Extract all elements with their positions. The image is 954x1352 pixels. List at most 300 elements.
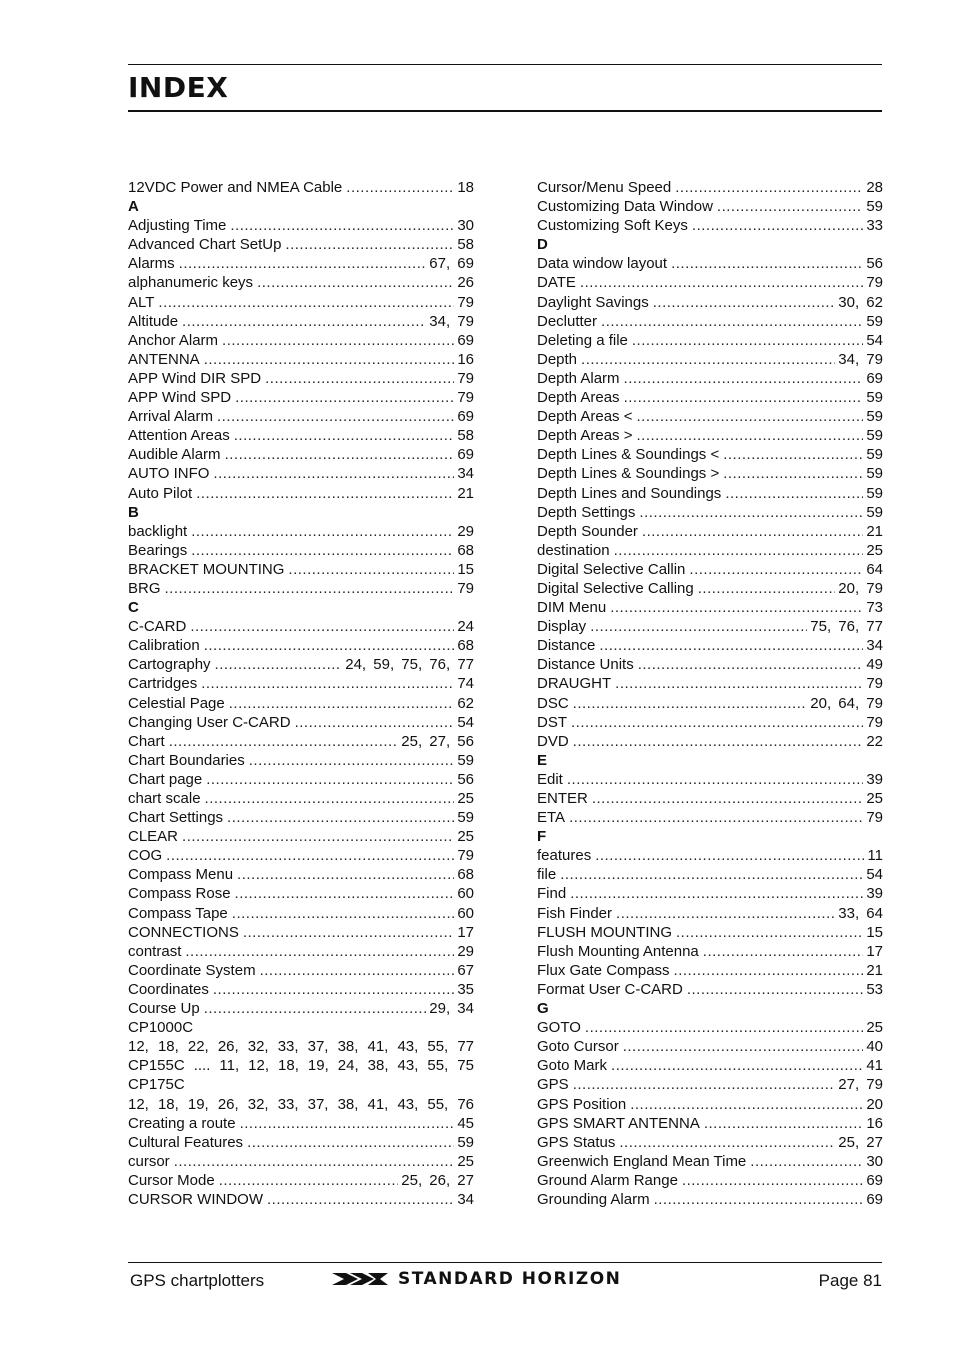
index-entry bbox=[128, 426, 474, 445]
index-entry bbox=[537, 484, 883, 503]
dot-leader bbox=[260, 961, 455, 980]
dot-leader bbox=[243, 923, 454, 942]
dot-leader bbox=[573, 694, 808, 713]
index-entry-page-part: 18, bbox=[157, 1095, 179, 1113]
dot-leader bbox=[230, 216, 454, 235]
index-entry bbox=[537, 254, 883, 273]
dot-leader bbox=[225, 445, 455, 464]
index-entry-term: Fish Finder bbox=[537, 904, 613, 922]
index-entry bbox=[537, 789, 883, 808]
index-entry-term: BRACKET MOUNTING bbox=[128, 560, 285, 578]
index-entry-page-part: 33, bbox=[277, 1095, 299, 1113]
index-entry-term: Arrival Alarm bbox=[128, 408, 214, 426]
index-entry bbox=[537, 312, 883, 331]
index-entry bbox=[128, 1133, 474, 1152]
index-entry-term: Changing User C-CARD bbox=[128, 713, 291, 731]
index-entry bbox=[537, 884, 883, 903]
index-entry bbox=[537, 560, 883, 579]
dot-leader bbox=[671, 254, 863, 273]
index-entry-page-part: 55, bbox=[427, 1095, 449, 1113]
index-entry bbox=[128, 541, 474, 560]
index-entry-term: Data window layout bbox=[537, 255, 668, 273]
index-entry-pages: 18 bbox=[457, 179, 474, 196]
dot-leader bbox=[653, 293, 836, 312]
dot-leader bbox=[682, 1171, 863, 1190]
dot-leader bbox=[213, 464, 454, 483]
index-entry-page-part: 55, bbox=[427, 1057, 449, 1075]
index-entry-term: Coordinate System bbox=[128, 961, 256, 979]
index-entry-term: CP175C bbox=[128, 1076, 185, 1094]
index-entry-term: Advanced Chart SetUp bbox=[128, 236, 282, 254]
index-entry-pages: 29 bbox=[457, 522, 474, 540]
index-entry-pages: 59 bbox=[866, 503, 883, 521]
index-entry-term: features bbox=[537, 847, 592, 865]
dot-leader bbox=[703, 942, 864, 961]
dot-leader bbox=[213, 980, 454, 999]
index-entry-pages: 69 bbox=[866, 1171, 883, 1189]
index-entry-pages: 68 bbox=[457, 637, 474, 655]
index-entry-pages: 21 bbox=[457, 484, 474, 502]
index-entry-page-part: 32, bbox=[247, 1095, 269, 1113]
dot-leader bbox=[267, 1190, 454, 1209]
dot-leader bbox=[174, 1152, 455, 1171]
index-entry-page-part: 12, bbox=[128, 1095, 149, 1113]
dot-leader bbox=[590, 617, 807, 636]
index-entry-page-part: 41, bbox=[367, 1095, 389, 1113]
index-entry-page-part: 43, bbox=[397, 1057, 419, 1075]
index-entry-page-part: 19, bbox=[187, 1095, 209, 1113]
index-entry-pages: 34 bbox=[866, 637, 883, 655]
index-entry-pages: 30 bbox=[866, 1152, 883, 1170]
index-entry-term: GPS Status bbox=[537, 1133, 616, 1151]
index-entry bbox=[128, 694, 474, 713]
index-entry bbox=[537, 273, 883, 292]
index-entry-pages: 56 bbox=[457, 770, 474, 788]
index-letter-heading: F bbox=[537, 828, 547, 846]
dot-leader bbox=[191, 522, 454, 541]
dot-leader bbox=[204, 350, 455, 369]
index-entry bbox=[537, 1190, 883, 1209]
dot-leader bbox=[182, 827, 454, 846]
dot-leader bbox=[247, 1133, 454, 1152]
index-entry-pages: 25 bbox=[457, 828, 474, 846]
index-entry-pages: 67, 69 bbox=[429, 255, 474, 273]
index-entry-term: Depth Lines & Soundings < bbox=[537, 446, 720, 464]
index-entry bbox=[128, 789, 474, 808]
index-entry bbox=[128, 1190, 474, 1209]
dot-leader bbox=[632, 331, 863, 350]
index-entry bbox=[537, 388, 883, 407]
index-entry-pages: 58 bbox=[457, 427, 474, 445]
index-entry bbox=[128, 579, 474, 598]
index-entry-pages: 22 bbox=[866, 732, 883, 750]
index-entry-pages: 59 bbox=[866, 408, 883, 426]
dot-leader bbox=[580, 273, 863, 292]
dot-leader bbox=[288, 560, 454, 579]
index-entry bbox=[128, 751, 474, 770]
dot-leader bbox=[601, 312, 863, 331]
index-entry-pages: 34 bbox=[457, 1190, 474, 1208]
index-entry-pages: 41 bbox=[866, 1057, 883, 1075]
index-entry-page-part: 12, bbox=[128, 1038, 149, 1056]
index-entry bbox=[128, 732, 474, 751]
dot-leader bbox=[560, 865, 863, 884]
index-entry bbox=[537, 713, 883, 732]
index-entry-pages: 79 bbox=[457, 293, 474, 311]
index-entry-term: Bearings bbox=[128, 541, 188, 559]
index-entry-pages: 54 bbox=[866, 866, 883, 884]
index-entry-page-part: 33, bbox=[277, 1038, 299, 1056]
dot-leader bbox=[611, 1056, 863, 1075]
index-entry-pages: 64 bbox=[866, 560, 883, 578]
index-entry-page-part: 22, bbox=[187, 1038, 209, 1056]
index-entry-page-part: 77 bbox=[457, 1038, 474, 1056]
dot-leader bbox=[573, 732, 864, 751]
index-entry-term: Cultural Features bbox=[128, 1133, 244, 1151]
index-entry bbox=[537, 1056, 883, 1075]
index-entry-pages-line bbox=[128, 1095, 474, 1114]
index-entry-page-part: 37, bbox=[307, 1038, 329, 1056]
index-entry-pages: 20, 64, 79 bbox=[810, 694, 883, 712]
index-entry-term: alphanumeric keys bbox=[128, 274, 254, 292]
index-entry-term: Cursor Mode bbox=[128, 1171, 215, 1189]
index-entry-term: GPS SMART ANTENNA bbox=[537, 1114, 700, 1132]
dot-leader bbox=[592, 789, 863, 808]
dot-leader bbox=[182, 312, 426, 331]
index-entry bbox=[537, 522, 883, 541]
index-entry-pages: 68 bbox=[457, 866, 474, 884]
index-entry bbox=[128, 617, 474, 636]
dot-leader bbox=[265, 369, 454, 388]
index-entry-pages: 54 bbox=[457, 713, 474, 731]
index-entry bbox=[537, 732, 883, 751]
index-entry bbox=[128, 484, 474, 503]
index-entry-pages: 56 bbox=[866, 255, 883, 273]
index-entry-pages: 59 bbox=[866, 389, 883, 407]
dot-leader bbox=[219, 1171, 399, 1190]
index-entry-pages: 59 bbox=[866, 484, 883, 502]
dot-leader bbox=[689, 560, 863, 579]
dot-leader bbox=[185, 942, 454, 961]
index-entry bbox=[128, 522, 474, 541]
index-entry bbox=[537, 579, 883, 598]
index-entry-pages: 79 bbox=[457, 579, 474, 597]
index-entry-pages-line bbox=[128, 1037, 474, 1056]
dot-leader bbox=[725, 484, 863, 503]
index-entry-term: DVD bbox=[537, 732, 569, 750]
dot-leader bbox=[615, 674, 863, 693]
index-entry-term: Auto Pilot bbox=[128, 484, 193, 502]
index-entry bbox=[537, 541, 883, 560]
dot-leader bbox=[595, 846, 864, 865]
index-entry bbox=[128, 999, 474, 1018]
index-entry-term: GPS Position bbox=[537, 1095, 627, 1113]
index-entry-pages: 69 bbox=[457, 408, 474, 426]
index-entry-term: Distance Units bbox=[537, 656, 634, 674]
index-entry-term: file bbox=[537, 866, 557, 884]
dot-leader bbox=[567, 770, 863, 789]
dot-leader bbox=[619, 1133, 835, 1152]
index-entry-term: Compass Menu bbox=[128, 866, 234, 884]
index-entry-term: Deleting a file bbox=[537, 331, 628, 349]
dot-leader bbox=[222, 331, 454, 350]
index-entry-term: Customizing Data Window bbox=[537, 198, 713, 216]
index-entry bbox=[128, 1114, 474, 1133]
index-entry-page-part: 18, bbox=[157, 1038, 179, 1056]
index-entry bbox=[537, 865, 883, 884]
dot-leader bbox=[610, 598, 863, 617]
index-entry bbox=[128, 407, 474, 426]
index-entry-term: CLEAR bbox=[128, 828, 179, 846]
index-entry-page-part: 32, bbox=[247, 1038, 269, 1056]
index-entry-pages: 16 bbox=[866, 1114, 883, 1132]
index-letter-heading: D bbox=[537, 236, 548, 254]
index-entry-term: 12VDC Power and NMEA Cable bbox=[128, 179, 343, 196]
index-entry bbox=[128, 808, 474, 827]
dot-leader bbox=[158, 293, 454, 312]
index-entry-pages: 17 bbox=[457, 923, 474, 941]
index-entry-page-part: 24, bbox=[337, 1057, 359, 1075]
index-entry-term: CP1000C bbox=[128, 1019, 194, 1037]
index-entry bbox=[537, 1133, 883, 1152]
index-entry-term: ETA bbox=[537, 809, 566, 827]
index-entry-pages: 26 bbox=[457, 274, 474, 292]
index-entry bbox=[128, 388, 474, 407]
dot-leader bbox=[581, 350, 835, 369]
index-entry-page-part: 38, bbox=[337, 1038, 359, 1056]
index-entry-term: Alarms bbox=[128, 255, 175, 273]
standard-horizon-logo-icon bbox=[332, 1271, 388, 1287]
index-entry bbox=[128, 464, 474, 483]
index-entry bbox=[537, 617, 883, 636]
index-entry-term: Ground Alarm Range bbox=[537, 1171, 678, 1189]
index-entry-term: Digital Selective Calling bbox=[537, 579, 694, 597]
index-entry-pages: 58 bbox=[457, 236, 474, 254]
dot-leader bbox=[573, 1075, 836, 1094]
dot-leader bbox=[169, 732, 399, 751]
index-entry-pages: 15 bbox=[457, 560, 474, 578]
index-entry bbox=[128, 178, 474, 197]
dot-leader bbox=[723, 464, 863, 483]
index-entry-pages: 54 bbox=[866, 331, 883, 349]
index-entry-pages: 59 bbox=[457, 809, 474, 827]
dot-leader bbox=[599, 636, 863, 655]
index-entry-term: Flush Mounting Antenna bbox=[537, 942, 699, 960]
index-entry-term: Depth Alarm bbox=[537, 369, 620, 387]
index-entry bbox=[537, 808, 883, 827]
dot-leader bbox=[234, 426, 455, 445]
footer-rule bbox=[128, 1262, 882, 1263]
index-entry-pages: 59 bbox=[457, 751, 474, 769]
index-entry-term: Flux Gate Compass bbox=[537, 961, 670, 979]
index-entry-term: DST bbox=[537, 713, 567, 731]
index-entry bbox=[128, 216, 474, 235]
index-entry-page-part: CP155C bbox=[128, 1057, 185, 1075]
index-entry-term: Creating a route bbox=[128, 1114, 236, 1132]
index-entry bbox=[128, 942, 474, 961]
index-entry-pages: 69 bbox=[866, 369, 883, 387]
index-entry-term: Attention Areas bbox=[128, 427, 230, 445]
index-entry bbox=[128, 980, 474, 999]
index-entry-pages: 15 bbox=[866, 923, 883, 941]
dot-leader bbox=[166, 846, 454, 865]
dot-leader bbox=[285, 235, 454, 254]
index-entry-term: DATE bbox=[537, 274, 576, 292]
dot-leader bbox=[630, 1095, 863, 1114]
index-entry-term: Find bbox=[537, 885, 567, 903]
index-entry-term: Anchor Alarm bbox=[128, 331, 219, 349]
index-entry-page-part: 38, bbox=[337, 1095, 359, 1113]
index-entry-term: DRAUGHT bbox=[537, 675, 612, 693]
index-entry-pages: 34, 79 bbox=[429, 312, 474, 330]
index-entry bbox=[128, 1171, 474, 1190]
index-entry-pages-line bbox=[128, 1056, 474, 1075]
dot-leader bbox=[235, 388, 454, 407]
index-entry-pages: 25, 26, 27 bbox=[401, 1171, 474, 1189]
dot-leader bbox=[215, 655, 343, 674]
index-entry bbox=[128, 674, 474, 693]
index-entry-pages: 33, 64 bbox=[838, 904, 883, 922]
index-entry-pages: 25 bbox=[866, 790, 883, 807]
index-entry-pages: 45 bbox=[457, 1114, 474, 1132]
index-entry bbox=[537, 1095, 883, 1114]
index-entry-term: Chart Settings bbox=[128, 809, 224, 827]
index-entry-pages: 25 bbox=[457, 1152, 474, 1170]
index-entry-term: Altitude bbox=[128, 312, 179, 330]
dot-leader bbox=[614, 541, 864, 560]
index-entry-term: BRG bbox=[128, 579, 161, 597]
dot-leader bbox=[674, 961, 864, 980]
index-entry-pages: 25 bbox=[866, 541, 883, 559]
index-entry bbox=[128, 884, 474, 903]
index-entry bbox=[537, 980, 883, 999]
dot-leader bbox=[750, 1152, 863, 1171]
index-entry bbox=[128, 655, 474, 674]
index-entry-pages: 25 bbox=[866, 1019, 883, 1037]
top-rule bbox=[128, 64, 882, 65]
index-entry-page-part: 18, bbox=[278, 1057, 299, 1075]
dot-leader bbox=[240, 1114, 455, 1133]
dot-leader bbox=[205, 789, 455, 808]
index-entry-term: Cartridges bbox=[128, 675, 198, 693]
index-entry bbox=[537, 216, 883, 235]
index-entry-term: Grounding Alarm bbox=[537, 1190, 650, 1208]
index-entry-term: Coordinates bbox=[128, 980, 209, 998]
index-entry-pages: 30, 62 bbox=[838, 293, 883, 311]
index-entry bbox=[128, 235, 474, 254]
index-entry-pages: 69 bbox=[457, 331, 474, 349]
index-entry-term: Celestial Page bbox=[128, 694, 225, 712]
index-entry-term: Course Up bbox=[128, 1000, 200, 1018]
index-entry-pages: 17 bbox=[866, 942, 883, 960]
index-entry bbox=[537, 350, 883, 369]
index-entry-term: COG bbox=[128, 847, 163, 865]
index-entry-term: DIM Menu bbox=[537, 599, 607, 617]
index-entry bbox=[537, 293, 883, 312]
index-entry-pages: 29 bbox=[457, 942, 474, 960]
index-entry-pages: 20 bbox=[866, 1095, 883, 1113]
index-entry bbox=[128, 846, 474, 865]
index-entry-pages: 68 bbox=[457, 541, 474, 559]
index-entry bbox=[537, 961, 883, 980]
index-entry-pages: 67 bbox=[457, 961, 474, 979]
index-entry-term: Goto Cursor bbox=[537, 1038, 619, 1056]
dot-leader bbox=[232, 904, 455, 923]
dot-leader bbox=[191, 541, 454, 560]
index-entry-term: ALT bbox=[128, 293, 155, 311]
dot-leader bbox=[704, 1114, 863, 1133]
index-entry-pages: 28 bbox=[866, 179, 883, 196]
dot-leader bbox=[636, 426, 863, 445]
index-entry-pages: 40 bbox=[866, 1038, 883, 1056]
dot-leader bbox=[623, 1037, 864, 1056]
index-entry-pages: 25, 27 bbox=[838, 1133, 883, 1151]
index-entry bbox=[537, 331, 883, 350]
index-entry-pages: 33 bbox=[866, 217, 883, 235]
index-entry-pages: 62 bbox=[457, 694, 474, 712]
dot-leader bbox=[165, 579, 455, 598]
index-entry-term: Chart bbox=[128, 732, 165, 750]
index-entry-page-part: 26, bbox=[217, 1095, 239, 1113]
dot-leader bbox=[638, 655, 864, 674]
dot-leader bbox=[723, 445, 863, 464]
index-entry-term: Format User C-CARD bbox=[537, 980, 683, 998]
index-entry-term: Depth bbox=[537, 350, 578, 368]
index-entry-page-part: 19, bbox=[307, 1057, 329, 1075]
index-letter-heading: B bbox=[128, 503, 139, 521]
dot-leader bbox=[237, 865, 454, 884]
index-entry bbox=[128, 1152, 474, 1171]
index-entry-pages: 30 bbox=[457, 217, 474, 235]
index-entry-term: Calibration bbox=[128, 637, 200, 655]
page-number: Page 81 bbox=[818, 1271, 882, 1290]
index-entry-term: Cursor/Menu Speed bbox=[537, 179, 672, 196]
dot-leader bbox=[675, 178, 863, 197]
dot-leader bbox=[692, 216, 863, 235]
index-entry-term: Edit bbox=[537, 770, 563, 788]
index-entry-term: Customizing Soft Keys bbox=[537, 217, 688, 235]
dot-leader bbox=[196, 484, 454, 503]
index-entry bbox=[128, 560, 474, 579]
index-entry-term: Adjusting Time bbox=[128, 217, 227, 235]
index-entry-term: destination bbox=[537, 541, 610, 559]
dot-leader bbox=[190, 617, 454, 636]
index-entry-term: Declutter bbox=[537, 312, 598, 330]
index-entry-pages: 16 bbox=[457, 350, 474, 368]
index-entry-term: CONNECTIONS bbox=[128, 923, 239, 941]
index-entry bbox=[537, 369, 883, 388]
index-entry-term: Depth Sounder bbox=[537, 522, 638, 540]
dot-leader bbox=[571, 713, 863, 732]
index-entry-pages: 60 bbox=[457, 904, 474, 922]
index-entry bbox=[537, 1075, 883, 1094]
index-entry-term: Goto Mark bbox=[537, 1057, 608, 1075]
index-entry bbox=[128, 369, 474, 388]
index-entry-page-part: 43, bbox=[397, 1095, 419, 1113]
index-entry-pages: 59 bbox=[866, 198, 883, 216]
dot-leader bbox=[295, 713, 455, 732]
index-entry bbox=[537, 770, 883, 789]
index-entry-term: ENTER bbox=[537, 790, 588, 807]
index-entry-term: Distance bbox=[537, 637, 596, 655]
dot-leader bbox=[569, 808, 863, 827]
index-entry-page-part: 43, bbox=[397, 1038, 419, 1056]
index-entry bbox=[537, 846, 883, 865]
index-entry bbox=[537, 178, 883, 197]
index-entry-pages: 24 bbox=[457, 618, 474, 636]
index-entry-page-part: 26, bbox=[217, 1038, 239, 1056]
dot-leader bbox=[346, 178, 454, 197]
